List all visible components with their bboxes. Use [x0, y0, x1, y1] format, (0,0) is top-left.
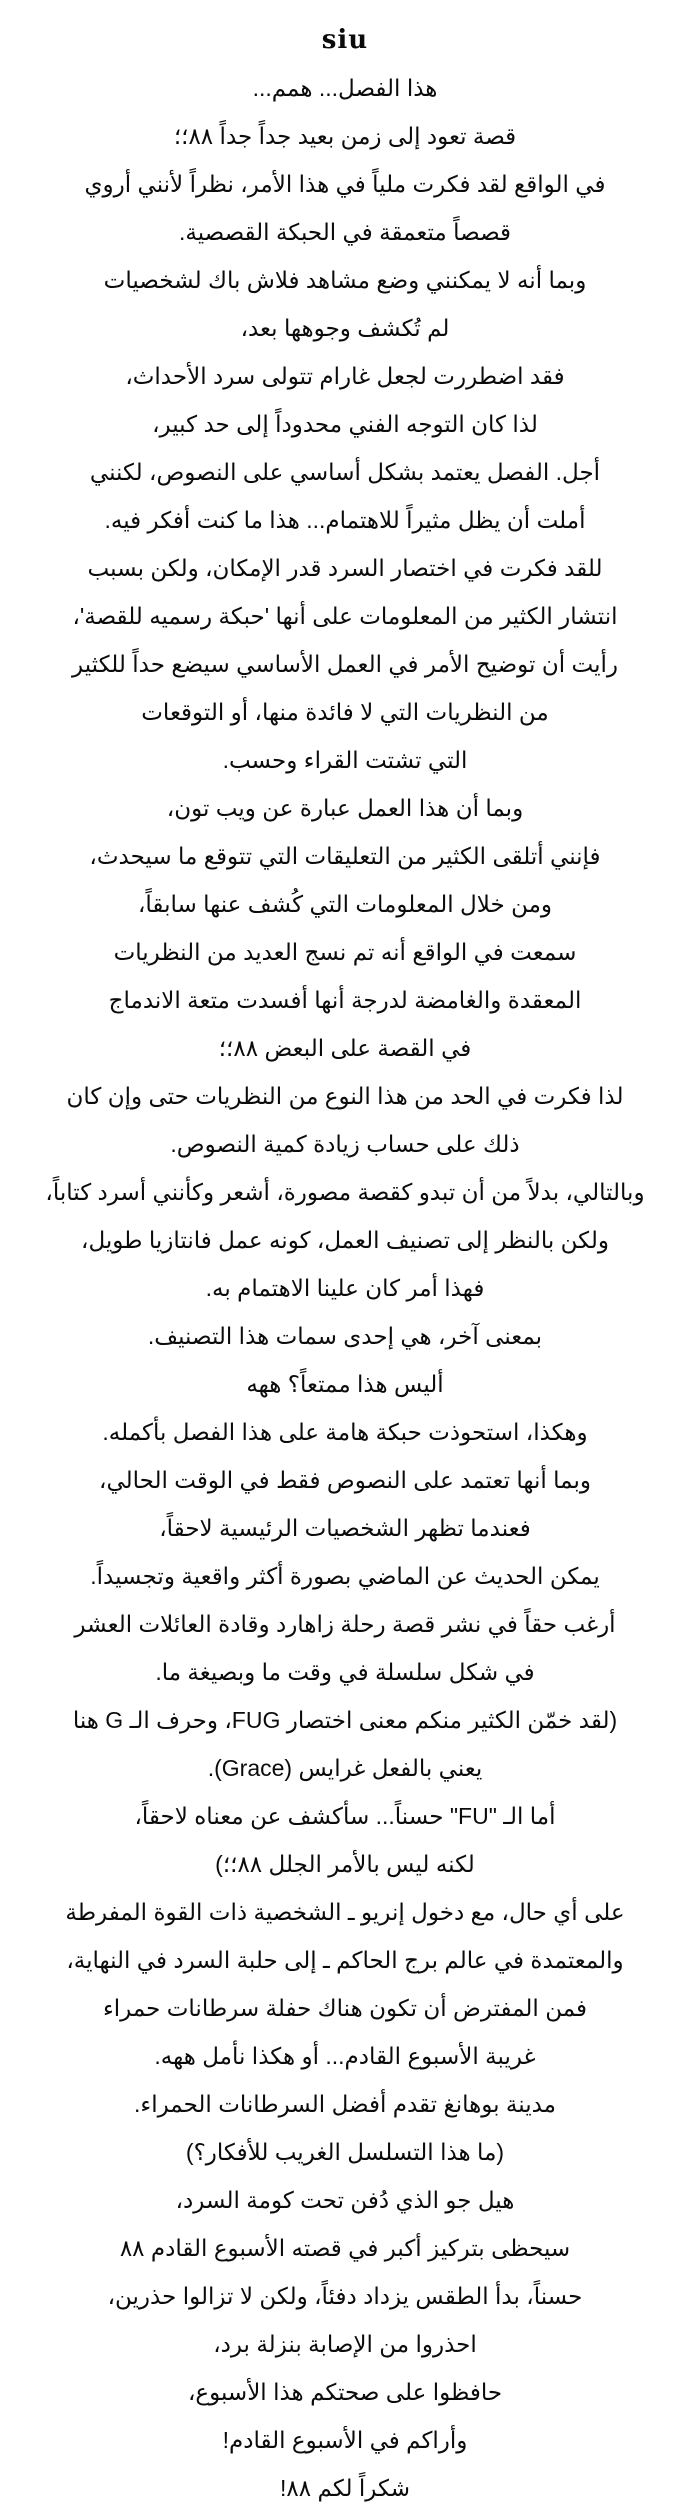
- note-line: وأراكم في الأسبوع القادم!: [222, 2427, 468, 2453]
- note-line: هذا الفصل... همم...: [252, 75, 438, 101]
- note-line: لكنه ليس بالأمر الجلل ٨٨؛؛): [215, 1851, 475, 1877]
- note-line: فهذا أمر كان علينا الاهتمام به.: [205, 1275, 485, 1301]
- note-line: فمن المفترض أن تكون هناك حفلة سرطانات حمراء: [102, 1995, 588, 2021]
- note-line: ولكن بالنظر إلى تصنيف العمل، كونه عمل فانتازيا طويل،: [81, 1227, 609, 1253]
- author-note-text: [0, 64, 690, 2512]
- note-line: وبما أن هذا العمل عبارة عن ويب تون،: [166, 795, 524, 821]
- note-line: يمكن الحديث عن الماضي بصورة أكثر واقعية وتجسيداً.: [90, 1563, 600, 1589]
- note-line: لذا فكرت في الحد من هذا النوع من النظريات حتى وإن كان: [66, 1083, 624, 1109]
- note-line: مدينة بوهانغ تقدم أفضل السرطانات الحمراء.: [134, 2091, 556, 2117]
- note-line: احذروا من الإصابة بنزلة برد،: [213, 2331, 477, 2357]
- note-line: أملت أن يظل مثيراً للاهتمام... هذا ما كنت أفكر فيه.: [104, 507, 586, 533]
- note-line: قصة تعود إلى زمن بعيد جداً جداً ٨٨؛؛: [173, 123, 517, 149]
- note-line: والمعتمدة في عالم برج الحاكم ـ إلى حلبة السرد في النهاية،: [66, 1947, 624, 1973]
- note-line: لذا كان التوجه الفني محدوداً إلى حد كبير،: [152, 411, 538, 437]
- note-line: شكراً لكم ٨٨!: [280, 2475, 410, 2501]
- page-title: siu: [321, 25, 369, 55]
- note-line: فقد اضطررت لجعل غارام تتولى سرد الأحداث،: [125, 363, 565, 389]
- note-line: في شكل سلسلة في وقت ما وبصيغة ما.: [155, 1659, 535, 1685]
- note-line: رأيت أن توضيح الأمر في العمل الأساسي سيضع حداً للكثير: [72, 651, 618, 677]
- note-line: غريبة الأسبوع القادم... أو هكذا نأمل ههه.: [154, 2043, 536, 2069]
- note-line: فعندما تظهر الشخصيات الرئيسية لاحقاً،: [159, 1515, 531, 1541]
- note-line: (لقد خمّن الكثير منكم معنى اختصار FUG، وحرف الـ G هنا: [72, 1707, 618, 1733]
- note-line: وبما أنه لا يمكنني وضع مشاهد فلاش باك لشخصيات: [103, 267, 587, 293]
- note-line: أرغب حقاً في نشر قصة رحلة زاهارد وقادة العائلات العشر: [74, 1611, 616, 1637]
- note-line: من النظريات التي لا فائدة منها، أو التوقعات: [141, 699, 549, 725]
- note-line: سمعت في الواقع أنه تم نسج العديد من النظريات: [113, 939, 577, 965]
- note-line: ومن خلال المعلومات التي كُشف عنها سابقاً،: [138, 891, 552, 917]
- note-line: حسناً، بدأ الطقس يزداد دفئاً، ولكن لا تزالوا حذرين،: [107, 2283, 583, 2309]
- note-line: قصصاً متعمقة في الحبكة القصصية.: [178, 219, 512, 245]
- note-line: سيحظى بتركيز أكبر في قصته الأسبوع القادم ٨٨: [119, 2235, 571, 2261]
- note-line: التي تشتت القراء وحسب.: [222, 747, 468, 773]
- note-line: حافظوا على صحتكم هذا الأسبوع،: [187, 2379, 503, 2405]
- note-line: أليس هذا ممتعاً؟ ههه: [246, 1371, 444, 1397]
- note-line: وبما أنها تعتمد على النصوص فقط في الوقت الحالي،: [99, 1467, 591, 1493]
- note-line: يعني بالفعل غرايس (Grace).: [207, 1755, 483, 1781]
- note-line: هيل جو الذي دُفن تحت كومة السرد،: [175, 2187, 515, 2213]
- note-line: على أي حال، مع دخول إنريو ـ الشخصية ذات القوة المفرطة: [65, 1899, 625, 1925]
- note-line: في الواقع لقد فكرت ملياً في هذا الأمر، نظراً لأنني أروي: [84, 171, 606, 197]
- note-line: أما الـ "FU" حسناً... سأكشف عن معناه لاحقاً،: [134, 1803, 556, 1829]
- note-line: أجل. الفصل يعتمد بشكل أساسي على النصوص، لكنني: [89, 459, 601, 485]
- note-line: (ما هذا التسلسل الغريب للأفكار؟): [185, 2139, 505, 2165]
- note-line: المعقدة والغامضة لدرجة أنها أفسدت متعة الاندماج: [108, 987, 582, 1013]
- note-line: لم تُكشف وجوهها بعد،: [240, 315, 450, 341]
- note-line: انتشار الكثير من المعلومات على أنها 'حبكة رسميه للقصة'،: [72, 603, 618, 629]
- note-line: للقد فكرت في اختصار السرد قدر الإمكان، ولكن بسبب: [87, 555, 603, 581]
- note-line: وهكذا، استحوذت حبكة هامة على هذا الفصل بأكمله.: [102, 1419, 588, 1445]
- note-line: بمعنى آخر، هي إحدى سمات هذا التصنيف.: [147, 1323, 543, 1349]
- note-line: فإنني أتلقى الكثير من التعليقات التي تتوقع ما سيحدث،: [89, 843, 601, 869]
- note-line: وبالتالي، بدلاً من أن تبدو كقصة مصورة، أشعر وكأنني أسرد كتاباً،: [45, 1179, 645, 1205]
- note-line: في القصة على البعض ٨٨؛؛: [218, 1035, 472, 1061]
- note-line: ذلك على حساب زيادة كمية النصوص.: [170, 1131, 520, 1157]
